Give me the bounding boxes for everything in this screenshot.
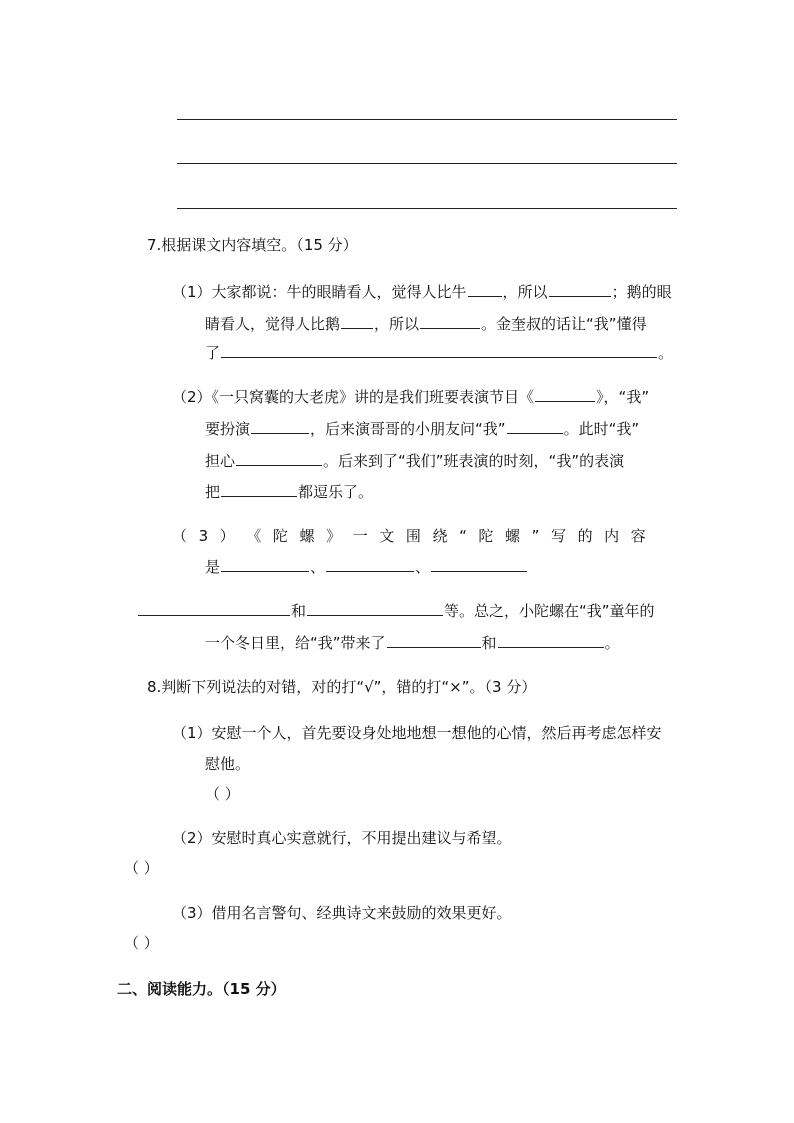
q7-p3-text: 一个冬日里，给“我”带来了	[205, 634, 386, 652]
q7-p3-text: 、	[310, 558, 326, 576]
q7-p2-text: 都逗乐了。	[298, 483, 374, 501]
q7-p2-text: 。此时“我”	[563, 420, 640, 438]
q7-p2-text: 把	[205, 483, 221, 501]
q7-p3-char: 一	[352, 527, 368, 545]
q7-p2-text: 担心	[205, 452, 236, 470]
blank-input[interactable]	[307, 601, 443, 616]
q8-heading: 8.判断下列说法的对错，对的打“√”，错的打“×”。（3 分）	[147, 678, 537, 696]
q7-p2-text: （2）《一只窝囊的大老虎》讲的是我们班要表演节目《	[172, 388, 535, 406]
q7-heading: 7.根据课文内容填空。（15 分）	[147, 236, 358, 254]
q7-p3-char: 3	[198, 527, 209, 545]
q7-p1-text: （1）大家都说：牛的眼睛看人，觉得人比牛	[172, 283, 467, 301]
q7-p1-line2	[205, 314, 647, 334]
q7-p3-char: 螺	[299, 527, 315, 545]
q7-p1-line3	[205, 343, 673, 363]
q8-answer-box-1[interactable]: （ ）	[205, 785, 240, 803]
section2-heading: 二、阅读能力。（15 分）	[117, 980, 286, 998]
q7-p1-text: ；鹅的眼	[611, 283, 672, 301]
q7-p3-text: 等。总之，小陀螺在“我”童年的	[444, 602, 655, 620]
blank-input[interactable]	[138, 601, 290, 616]
blank-input[interactable]	[221, 343, 657, 358]
q8-statement-3: （3）借用名言警句、经典诗文来鼓励的效果更好。	[172, 904, 512, 922]
q7-p3-text: 和	[481, 634, 497, 652]
blank-input[interactable]	[326, 557, 414, 572]
blank-input[interactable]	[221, 557, 309, 572]
q7-p2-line1	[172, 387, 649, 407]
q7-p2-text: 要扮演	[205, 420, 251, 438]
q7-p3-char: 陀	[478, 527, 494, 545]
q7-p2-text: 》，“我”	[596, 388, 650, 406]
q7-p3-line4	[205, 633, 620, 653]
q7-p3-char: “	[459, 527, 467, 545]
blank-input[interactable]	[341, 314, 373, 329]
answer-line-1[interactable]	[177, 119, 677, 120]
blank-input[interactable]	[535, 387, 595, 402]
q8-answer-box-2[interactable]: （ ）	[124, 859, 159, 877]
q7-p1-text: 了	[205, 344, 221, 362]
answer-line-2[interactable]	[177, 163, 677, 164]
q8-statement-2: （2）安慰时真心实意就行，不用提出建议与希望。	[172, 829, 512, 847]
q8-answer-box-3[interactable]: （ ）	[124, 934, 159, 952]
q7-p1-text: 睛看人，觉得人比鹅	[205, 315, 341, 333]
blank-input[interactable]	[549, 282, 611, 297]
q8-statement-1: （1）安慰一个人，首先要设身处地地想一想他的心情，然后再考虑怎样安	[172, 724, 662, 742]
q8-statement-1-cont: 慰他。	[205, 755, 251, 773]
blank-input[interactable]	[431, 557, 527, 572]
q7-p2-text: 。后来到了“我们”班表演的时刻，“我”的表演	[323, 452, 625, 470]
q7-p3-text: 和	[291, 602, 307, 620]
q7-p3-char: 陀	[272, 527, 288, 545]
q7-p1-text: ，所以	[374, 315, 420, 333]
q7-p3-text: 、	[415, 558, 431, 576]
blank-input[interactable]	[498, 633, 604, 648]
q7-p1-text: ，所以	[502, 283, 548, 301]
q7-p2-line3	[205, 451, 624, 471]
q7-p1-line1	[172, 282, 672, 302]
q7-p3-char: 螺	[505, 527, 521, 545]
blank-input[interactable]	[420, 314, 480, 329]
q7-p3-char: 文	[379, 527, 395, 545]
q7-p3-char: 围	[405, 527, 421, 545]
q7-p3-char: 写	[550, 527, 566, 545]
q7-p1-text: 。金奎叔的话让“我”懂得	[481, 315, 647, 333]
q7-p3-char: 》	[326, 527, 342, 545]
q7-p3-char: ”	[531, 527, 540, 545]
q7-p3-text: 。	[604, 634, 620, 652]
q7-p3-char: 内	[604, 527, 620, 545]
q7-p2-text: ，后来演哥哥的小朋友问“我”	[310, 420, 506, 438]
q7-p3-char: （	[172, 527, 188, 545]
q7-p2-line2	[205, 419, 639, 439]
q7-p3-char: ）	[219, 527, 235, 545]
q7-p2-line4	[205, 482, 373, 502]
blank-input[interactable]	[236, 451, 322, 466]
q7-p1-text: 。	[658, 344, 674, 362]
q7-p3-char: 的	[577, 527, 593, 545]
q7-p3-char: 《	[246, 527, 262, 545]
q7-p3-line1	[172, 526, 646, 546]
blank-input[interactable]	[387, 633, 481, 648]
blank-input[interactable]	[251, 419, 309, 434]
answer-line-3[interactable]	[177, 208, 677, 209]
q7-p3-text: 是	[205, 558, 221, 576]
q7-p3-char: 容	[630, 527, 646, 545]
blank-input[interactable]	[507, 419, 563, 434]
q7-p3-char: 绕	[432, 527, 448, 545]
q7-p3-line3	[137, 601, 655, 621]
q7-p3-line2	[205, 557, 528, 577]
blank-input[interactable]	[468, 282, 502, 297]
blank-input[interactable]	[221, 482, 297, 497]
